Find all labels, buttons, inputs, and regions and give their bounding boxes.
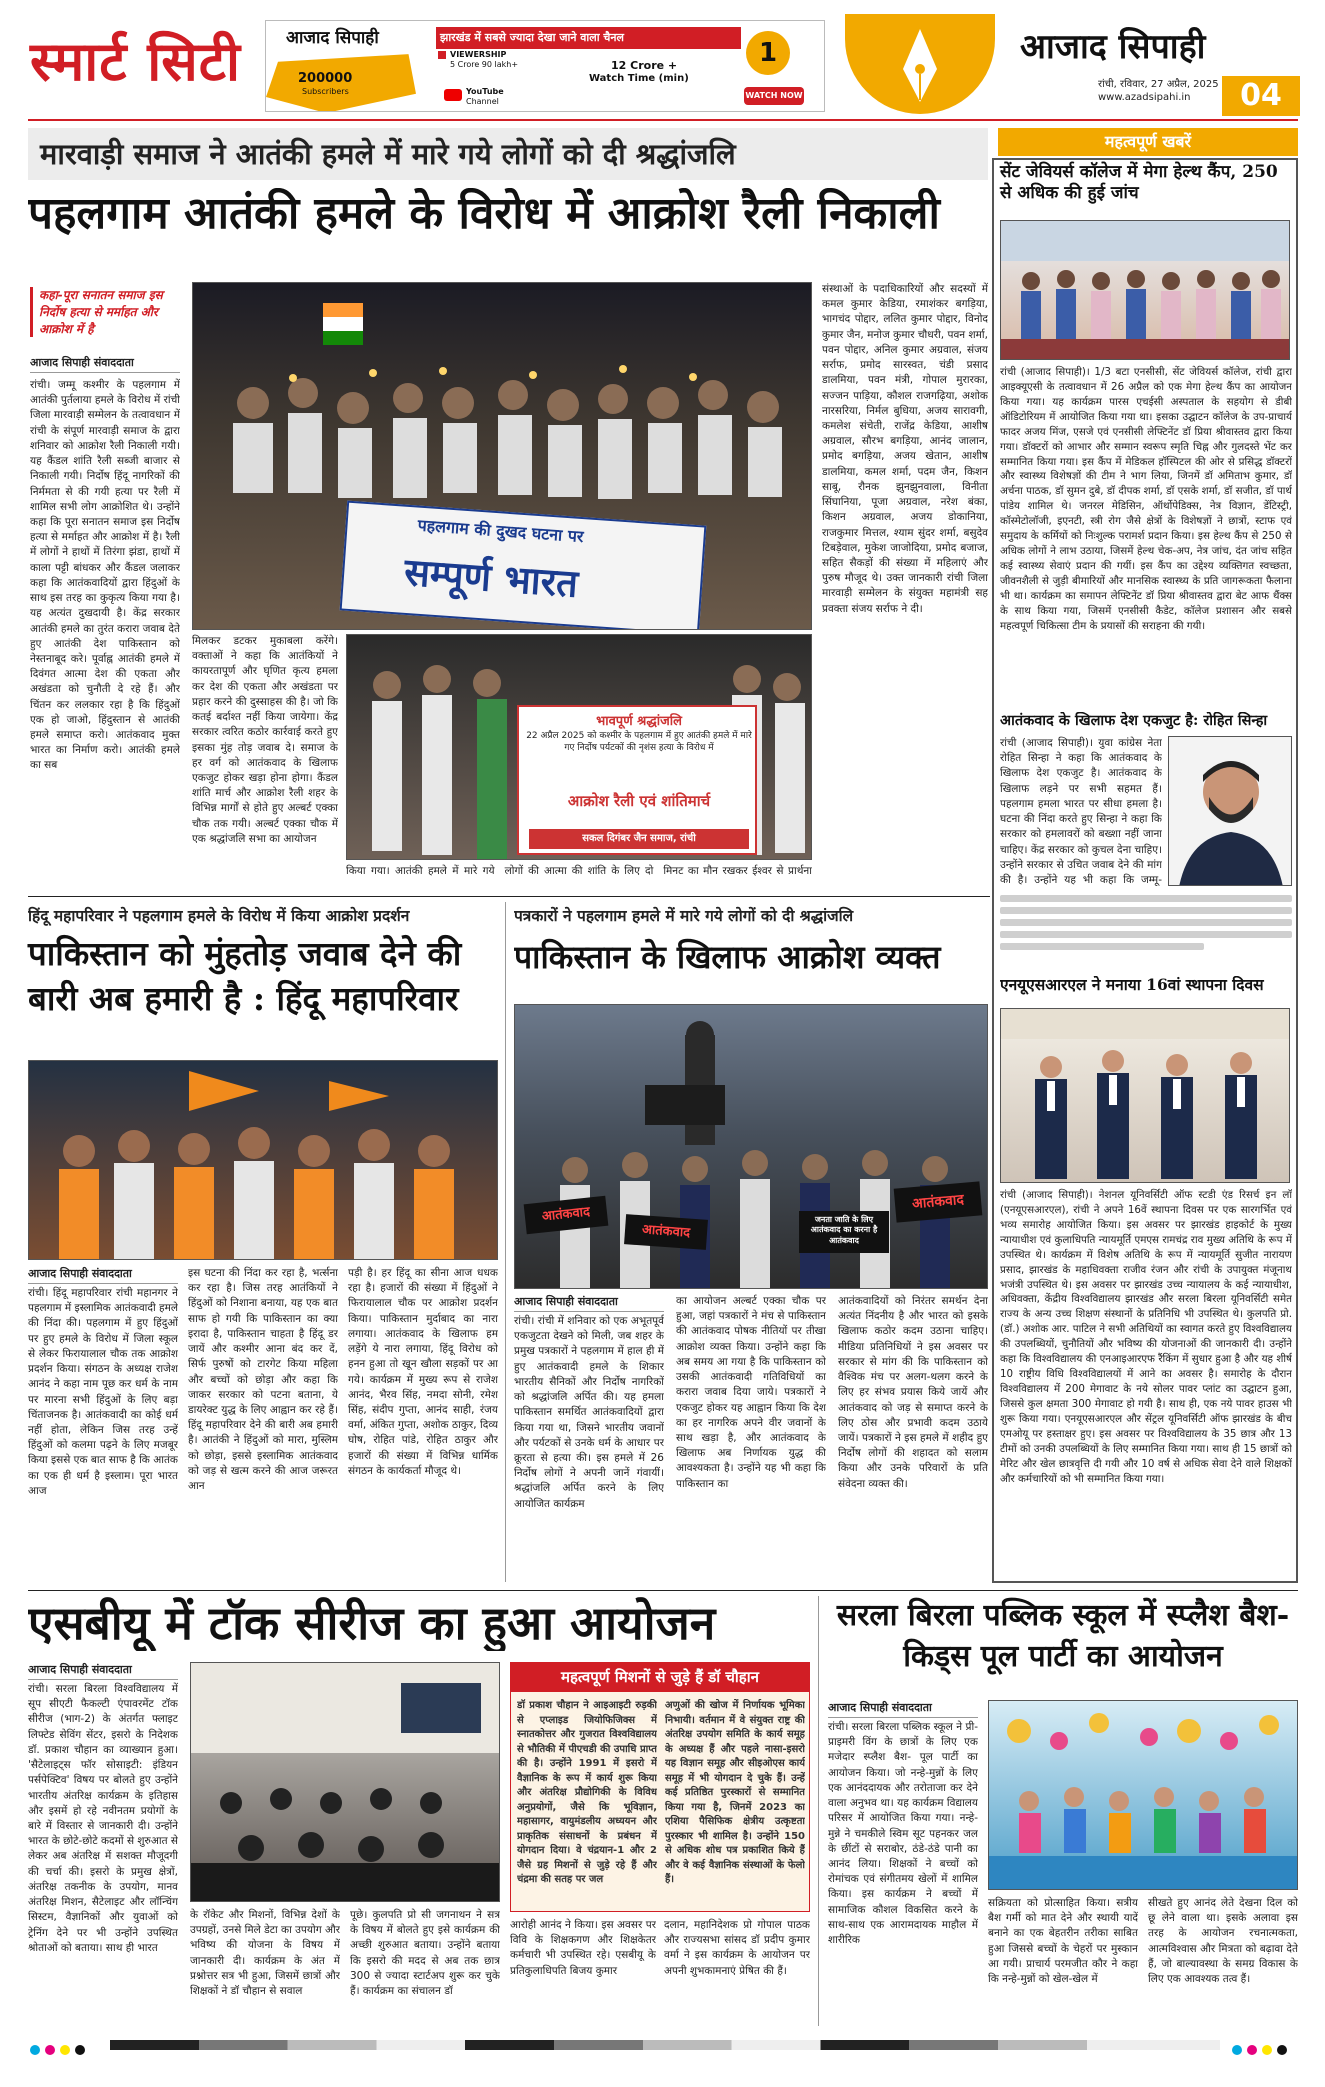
midleft-kicker: हिंदू महापरिवार ने पहलगाम हमले के विरोध में किया आक्रोश प्रदर्शन [28, 906, 410, 925]
placard-1: आतंकवाद [524, 1196, 609, 1234]
no1-badge [746, 31, 790, 75]
midright-col1: रांची। रांची में शनिवार को एक अभूतपूर्व एकजुटता देखने को मिली, जब शहर के प्रमुख पत्रकारों ने पहलगाम में हाल ही में हुए आतंकवादी हमले के शिकार भारतीय सैनिकों और निर्दोष नागरिकों को श्रद्धांजलि अर्पित की। यह हमला पाकिस्तान समर्थित आतंकवादियों द्वारा किया गया था, जिसने भारतीय जवानों और पर्यटकों से उनके धर्म के आधार पर क्रूरता से हत्या की। इस हमले में 26 निर्दोष लोगों ने अपनी जानें गंवायीं। श्रद्धांजलि अर्पित करने के लिए आयोजित कार्यक्रम [514, 1315, 664, 1510]
sidebar-story2-text-a [1000, 736, 1162, 886]
pool-party-illustration [989, 1701, 1298, 1890]
midleft-byline: आजाद सिपाही संवाददाता [28, 1266, 178, 1284]
rohit-sinha-photo [1168, 736, 1292, 886]
midleft-col1: रांची। हिंदू महापरिवार रांची महानगर ने पहलगाम में इस्लामिक आतंकवादी हमले की निंदा की। पहलगाम में हुए हिंदुओं पर हुए हमले के विरोध में जिला स्कूल से लेकर फिरायालाल चौक तक आक्रोश प्रदर्शन किया। संगठन के अध्यक्ष राजेश आनंद ने कहा नाम पूछ कर धर्म के नाम पर मारना सभी हिंदुओं के लिए बड़ा चिंताजनक है। आतंकवादी का कोई धर्म नहीं होता, लेकिन जिस तरह उन्हें हिंदुओं को कलमा पढ़ने के लिए मजबूर किया इससे एक बात साफ है कि आतंक का एक ही धर्म है इस्लाम। पूरा भारत आज [28, 1287, 178, 1497]
journalists-photo [514, 1004, 988, 1289]
midleft-headline: पाकिस्तान को मुंहतोड़ जवाब देने की बारी अब हमारी है : हिंदू महापरिवार [28, 934, 462, 1018]
mid-divider [505, 902, 506, 1582]
sidebar-story2-text: रांची (आजाद सिपाही)। युवा कांग्रेस नेता रोहित सिन्हा ने कहा कि आतंकवाद के खिलाफ देश एकजुट है। आतंकवाद के खिलाफ लड़ने पर सभी सहमत हैं। पहलगाम हमला भारत पर सीधा हमला है। घटना की निंदा करते हुए सिन्हा ने कहा कि सरकार को हमलावरों को बख्शा नहीं जाना चाहिए। केंद्र सरकार को कुचल देना चाहिए। उन्होंने सरकार से उचित जवाब देने की मांग की है। उन्होंने यह भी कहा कि जम्मू- [1000, 737, 1162, 886]
ad-channel: Channel [466, 97, 499, 106]
sidebar-story3-text: रांची (आजाद सिपाही)। नेशनल यूनिवर्सिटी ऑफ स्टडी एंड रिसर्च इन लॉ (एनयूएसआरएल), रांची ने अपने 16वें स्थापना दिवस पर एक सारगर्भित एवं भव्य समारोह आयोजित किया। इस अवसर पर झारखंड हाइकोर्ट के मुख्य न्यायाधीश एवं कुलाधिपति न्यायमूर्ति एमएस रामचंद्र राव मुख्य अतिथि के रूप में उपस्थित थे। कार्यक्रम में विशेष अतिथि के रूप में न्यायमूर्ति सुजीत नारायण प्रसाद, झारखंड के महाधिवक्ता राजीव रंजन और रांची के उपायुक्त मंजूनाथ भजंत्री उपस्थित थे। इस अवसर पर झारखंड उच्च न्यायालय के कई न्यायाधीश, अधिवक्ता, केंद्रीय विश्वविद्यालय झारखंड और सरला बिरला यूनिवर्सिटी समेत राज्य के अन्य उच्च शिक्षण संस्थानों के प्रतिनिधि भी उपस्थित थे। कुलपति प्रो. (डॉ.) अशोक आर. पाटिल ने सभी अतिथियों का स्वागत करते हुए विश्वविद्यालय की उपलब्धियों, चुनौतियों और भविष्य की योजनाओं की जानकारी दी। उन्होंने कहा कि विश्वविद्यालय की एनआइआरएफ रैंकिंग में सुधार हुआ है और यह शीर्ष 10 राष्ट्रीय विधि विश्वविद्यालयों में आने का अवसर है। समारोह के दौरान विश्वविद्यालय में 200 मेगावाट के नये सोलर पावर प्लांट का उद्घाटन हुआ, जिससे कुल क्षमता 300 मेगावाट हो गयी है। साथ ही, एक नये पावर हाउस भी शुरू किया गया। एनयूएसआरएल और सेंट्रल यूनिवर्सिटी ऑफ झारखंड के बीच एमओयू पर हस्ताक्षर हुए। इस अवसर पर विश्वविद्यालय के 35 छात्र और 13 टीमों को उनकी उपलब्धियों के लिए सम्मानित किया गया। साथ ही 15 छात्रों को मेरिट और खेल छात्रवृत्ति दी गयी और 10 वर्ष से अधिक सेवा देने वाले शिक्षकों और कर्मचारियों को भी सम्मानित किया गया। [1000, 1189, 1292, 1485]
footer-gradient-bar [110, 2040, 1220, 2050]
placard-3: आतंकवाद [894, 1181, 983, 1222]
ad-viewership-label: VIEWERSHIP [450, 50, 507, 59]
hindu-mahaparivar-photo [28, 1060, 498, 1260]
placard-4: जनता जाति के लिए आतंकवाद का करना है आतंकवाद [799, 1211, 889, 1253]
bottomright-col3: सीखते हुए आनंद लेते देखना दिल को छू लेने वाला था। इसके अलावा इस तरह के आयोजन रचनात्मकता, आत्मविश्वास और मित्रता को बढ़ावा देते हैं, जो बाल्यावस्था के समग्र विकास के लिए एक आवश्यक तत्व हैं। [1148, 1897, 1298, 1986]
health-camp-photo [1000, 220, 1290, 360]
sidebar-header: महत्वपूर्ण खबरें [998, 128, 1298, 156]
ad-tagline: झारखंड में सबसे ज्यादा देखा जाने वाला चैनल [436, 27, 741, 49]
midright-kicker: पत्रकारों ने पहलगाम हमले में मारे गये लोगों को दी श्रद्धांजलि [514, 906, 854, 925]
portrait-illustration [1169, 737, 1292, 886]
dateline: रांची, रविवार, 27 अप्रैल, 2025 [1098, 79, 1219, 90]
top-kicker: मारवाड़ी समाज ने आतंकी हमले में मारे गये लोगों को दी श्रद्धांजलि [28, 128, 988, 180]
nusrl-photo [1000, 1008, 1290, 1183]
page-number: 04 [1222, 76, 1300, 116]
chauhan-box-col1: डॉ प्रकाश चौहान ने आइआइटी रुड़की से एप्लाइड जियोफिजिक्स में स्नातकोत्तर और गुजरात विश्वविद्यालय से भौतिकी में पीएचडी की उपाधि प्राप्त की है। उन्होंने 1991 में इसरो में वैज्ञानिक के रूप में कार्य शुरू किया और अंतरिक्ष प्रौद्योगिकी के विविध अनुप्रयोगों, जैसे कि भूविज्ञान, महासागर, वायुमंडलीय अध्ययन और प्राकृतिक संसाधनों के प्रबंधन में योगदान दिया। वे चंद्रयान-1 और 2 जैसे ग्रह मिशनों से जुड़े रहे हैं और चंद्रमा की सतह पर जल [517, 1700, 657, 1885]
ad-watch-label: Watch Time (min) [589, 73, 689, 84]
placard-2: आतंकवाद [624, 1214, 708, 1250]
midright-byline: आजाद सिपाही संवाददाता [514, 1294, 664, 1312]
bottomright-byline: आजाद सिपाही संवाददाता [828, 1700, 978, 1718]
nusrl-illustration [1001, 1009, 1290, 1183]
bottomleft-headline: एसबीयू में टॉक सीरीज का हुआ आयोजन [28, 1596, 716, 1650]
masthead [0, 0, 1325, 118]
website[interactable]: www.azadsipahi.in [1098, 92, 1191, 103]
midright-col2: का आयोजन अल्बर्ट एक्का चौक पर हुआ, जहां पत्रकारों ने मंच से पाकिस्तान की आतंकवाद पोषक नीतियों पर तीखा आक्रोश व्यक्त किया। उन्होंने कहा कि अब समय आ गया है कि पाकिस्तान को उसकी आतंकवादी गतिविधियों का करारा जवाब दिया जाये। पत्रकारों ने एकजुट होकर यह आह्वान किया कि देश का हर नागरिक अपने वीर जवानों के साथ खड़ा है, और आतंकवाद के खिलाफ अब निर्णायक युद्ध की आवश्यकता है। उन्होंने यह भी कहा कि पाकिस्तान का [676, 1295, 826, 1490]
auditorium-illustration [191, 1663, 500, 1902]
pen-nib-icon [845, 14, 995, 114]
talk-series-photo [190, 1662, 500, 1902]
sidebar-story2-title: आतंकवाद के खिलाफ देश एकजुट है: रोहित सिन्हा [1000, 712, 1268, 729]
top-headline: पहलगाम आतंकी हमले के विरोध में आक्रोश रैली निकाली [28, 188, 940, 239]
protest-illustration [29, 1061, 498, 1260]
banner1-text: सम्पूर्ण भारत [402, 549, 580, 606]
masthead-rule [28, 119, 1298, 121]
top-col3: किया गया। आतंकी हमले में मारे गये लोगों की आत्मा की शांति के लिए दो मिनट का मौन रखकर ईश्वर से प्रार्थना [346, 865, 812, 877]
bottomleft-foot1: आरोही आनंद ने किया। इस अवसर पर विवि के शिक्षकगण और शिक्षकेतर कर्मचारी भी उपस्थित रहे। एसबीयू के प्रतिकुलाधिपति बिजय कुमार [510, 1919, 656, 1977]
sidebar-story2-continued [1000, 890, 1292, 970]
rally-banner-2 [517, 705, 757, 855]
top-bottom-rule [28, 896, 990, 897]
midright-col3: आतंकवादियों को निरंतर समर्थन देना अत्यंत निंदनीय है और भारत को इसके खिलाफ कठोर कदम उठाना चाहिए। मीडिया प्रतिनिधियों ने इस अवसर पर सरकार से मांग की कि पाकिस्तान को वैश्विक मंच पर अलग-थलग करने के लिए हर संभव प्रयास किये जायें और आतंकवाद को जड़ से समाप्त करने के लिए ठोस और प्रभावी कदम उठाये जायें। पत्रकारों ने इस हमले में शहीद हुए निर्दोष लोगों की शहादत को सलाम किया और उनके परिवारों के प्रति संवेदना व्यक्त की। [838, 1295, 988, 1490]
ad-subs-label: Subscribers [302, 87, 349, 96]
top-col1: रांची। जम्मू कश्मीर के पहलगाम में आतंकी पुर्तलाया हमले के विरोध में रांची जिला मारवाड़ी सम्मेलन के तत्वावधान में रांची के संपूर्ण मारवाड़ी समाज के द्वारा शनिवार को आक्रोश रैली निकाली गयी। यह कैंडल शांति रैली सब्जी बाजार से निकाली गयी। निर्दोष हिंदू नागरिकों की निर्ममता से की गयी हत्या पर रैली में शामिल सभी लोग आक्रोशित थे। उन्होंने कहा कि पूरा सनातन समाज इस निर्दोष हत्या से मर्माहत और आक्रोश में है। रैली में लोगों ने हाथों में तिरंगा झंडा, हाथों में काला पट्टी बांधकर और कैंडल जलाकर कहा कि आतंकवादियों द्वारा हिंदुओं के साथ इस तरह का कुकृत्य किया गया है। यह अत्यंत दुखदायी है। केंद्र सरकार आतंकी हमले का तुरंत करारा जवाब देते हुए आतंकी देश पाकिस्तान को नेस्तनाबूद करे। पूर्वाह्न आतंकी हमले में दिवंगत आत्मा देश की एकता और अखंडता को चुनौती दे रहे हैं। और चिंतन कर ललकार रहा है कि हिंदुओं एक हो जाओ, हिंदुस्तान से आतंकी हमले समाप्त करो। आतंकवाद मुक्त भारत का निर्माण करो। आतंकी हमले का सब [30, 379, 180, 772]
sidebar-story1-title: सेंट जेवियर्स कॉलेज में मेगा हेल्थ कैंप, 250 से अधिक की हुई जांच [1000, 162, 1278, 204]
midright-headline: पाकिस्तान के खिलाफ आक्रोश व्यक्त [514, 938, 941, 976]
banner2-top: भावपूर्ण श्रद्धांजलि [596, 714, 682, 729]
ad-watch: 12 Crore + [611, 59, 678, 72]
chauhan-box-title: महत्वपूर्ण मिशनों से जुड़े हैं डॉ चौहान [510, 1662, 810, 1692]
pen-logo [845, 14, 995, 114]
chauhan-box [510, 1662, 810, 1912]
bottomleft-col3: पूछे। कुलपति प्रो सी जगनाथन ने सत्र के विषय में बोलते हुए इसे कार्यक्रम की अच्छी शुरुआत बताया। उन्होंने बताया कि इसरो की मदद से अब तक छात्र 300 से ज्यादा स्टार्टअप शुरू कर चुके हैं। कार्यक्रम का संचालन डॉ [350, 1909, 500, 1998]
bottomleft-foot2: दलान, महानिदेशक प्रो गोपाल पाठक और राज्यसभा सांसद डॉ प्रदीप कुमार वर्मा ने इस कार्यक्रम के आयोजन पर अपनी शुभकामनाएं प्रेषित की हैं। [664, 1919, 810, 1977]
top-col4: संस्थाओं के पदाधिकारियों और सदस्यों में कमल कुमार केडिया, रमाशंकर बगड़िया, भागचंद पोद्दार, ललित कुमार पोद्दार, विनोद कुमार जैन, मनोज कुमार चौधरी, पवन शर्मा, पवन पोद्दार, अनिल कुमार अग्रवाल, संजय सर्राफ, प्रमोद सारस्वत, चंडी प्रसाद डालमिया, पवन मंत्री, गोपाल मुरारका, सज्जन पाड़िया, कौशल राजगढ़िया, अशोक नारसरिया, निर्मल बुधिया, अजय सारावगी, कमलेश संचेती, राजेंद्र केडिया, आशीष अग्रवाल, सौरभ बगड़िया, आनंद जालान, प्रमोद बगड़िया, अजय खेतान, आशीष डालमिया, कमल शर्मा, पदम जैन, किशन साबू, रौनक झुनझुनवाला, विनीता सिंघानिया, पूजा अग्रवाल, नरेश बंका, किशन अग्रवाल, अजय डोकानिया, राजकुमार मित्तल, श्याम सुंदर शर्मा, बसुदेव टिबड़ेवाल, मुकेश जाजोदिया, प्रमोद बजाज, सहित सैकड़ों की संख्या में महिलाएं और पुरुष मौजूद थे। उक्त जानकारी रांची जिला मारवाड़ी सम्मेलन के संयुक्त महामंत्री सह प्रवक्ता संजय सर्राफ ने दी। [822, 283, 988, 615]
rally-photo-2 [346, 634, 812, 860]
ad-subs: 200000 [298, 71, 353, 86]
bottom-divider [818, 1596, 819, 2026]
banner2-mid: 22 अप्रैल 2025 को कश्मीर के पहलगाम में हुए आतंकी हमले में मारे गए निर्दोष पर्यटकों की नृशंस हत्या के विरोध में [526, 731, 752, 753]
registration-dots-right [1232, 2040, 1292, 2059]
no1-text: 1 [758, 38, 778, 68]
banner1-small-text: पहलगाम की दुखद घटना पर [417, 515, 585, 547]
ad-youtube: YouTube [466, 87, 504, 96]
rally-photo-1 [192, 282, 812, 630]
journalists-illustration [515, 1005, 988, 1289]
ad-watch-now[interactable]: WATCH NOW [744, 87, 804, 105]
chauhan-box-col2: अणुओं की खोज में निर्णायक भूमिका निभायी। वर्तमान में वे संयुक्त राष्ट्र की अंतरिक्ष उपयोग समिति के कार्य समूह के अध्यक्ष हैं और पहले नासा-इसरो यह विज्ञान समूह और सीइओएस कार्य समूह में भी योगदान दे चुके हैं। उन्हें कई प्रतिष्ठित पुरस्कारों से सम्मानित किया गया है, जिनमें 2023 का एशिया पैसिफिक क्षेत्रीय उत्कृष्टता पुरस्कार भी शामिल है। उन्होंने 150 से अधिक शोध पत्र प्रकाशित किये हैं और वे कई वैज्ञानिक संस्थाओं के फेलो हैं। [665, 1700, 805, 1885]
registration-dots-left [30, 2040, 90, 2059]
bottomright-col1: रांची। सरला बिरला पब्लिक स्कूल ने प्री-प्राइमरी विंग के छात्रों के लिए एक मजेदार स्प्लैश बैश- पूल पार्टी का आयोजन किया। जो नन्हे-मुन्नों के लिए एक आनंददायक और तरोताजा कर देने वाला अनुभव था। यह कार्यक्रम विद्यालय परिसर में आयोजित किया गया। नन्हे-मुन्ने ने चमकीले स्विम सूट पहनकर जल के छींटों से सराबोर, ठंडे-ठंडे पानी का आनंद लिया। शिक्षकों ने बच्चों को रोमांचक एवं संगीतमय खेलों में शामिल किया। इस कार्यक्रम ने बच्चों में सामाजिक कौशल विकसित करने के साथ-साथ एक आरामदायक माहौल में शारीरिक [828, 1721, 978, 1947]
midleft-col3: पड़ी है। हर हिंदू का सीना आज धधक रहा है। हजारों की संख्या में हिंदुओं ने फिरायालाल चौक पर आक्रोश प्रदर्शन किया। पाकिस्तान मुर्दाबाद का नारा लगाया। आतंकवाद के खिलाफ हम लड़ेंगे ये नारा लगाया, हिंदू विरोध को हनन हुआ तो खून खौला सड़कों पर आ गये। कार्यक्रम में मुख्य रूप से राजेश आनंद, भैरव सिंह, नमदा सोनी, रमेश सिंह, संदीप गुप्ता, आनंद साही, रंजय वर्मा, अंकित गुप्ता, अशोक ठाकुर, दिव्य घोष, रोहित पांडे, रोहित ठाकुर और हजारों की संख्या में विभिन्न धार्मिक संगठन के कार्यकर्ता मौजूद थे। [348, 1267, 498, 1477]
bottomleft-col1: रांची। सरला बिरला विश्वविद्यालय में सूप सीएटी फैकल्टी एंपावरमेंट टॉक सीरीज (भाग-2) के अंतर्गत फ्लाइट लिफ्टेड सेविंग सेंटर, इसरो के निदेशक डॉ. प्रकाश चौहान का व्याख्यान हुआ। 'सैटेलाइट्स फॉर सोसाइटी: इंडियन पर्सपेक्टिव' विषय पर बोलते हुए उन्होंने भारतीय अंतरिक्ष कार्यक्रम के इतिहास और इसमें हो रहे नवीनतम प्रयोगों के बारे में विस्तार से जानकारी दी। उन्होंने भारत के छोटे-छोटे कदमों से शुरुआत से लेकर अब अंतरिक्ष में सशक्त मौजूदगी की चर्चा की। इसरो के प्रमुख क्षेत्रों, अंतरिक्ष तकनीक के उपयोग, मानव अंतरिक्ष मिशन, सैटेलाइट और लॉन्चिंग सिस्टम, वैज्ञानिकों और युवाओं को ट्रेनिंग देने पर भी उन्होंने उपस्थित श्रोताओं को बताया। साथ ही भारत [28, 1683, 178, 1954]
ad-brand: आजाद सिपाही [286, 28, 379, 48]
ad-viewership: 5 Crore 90 lakh+ [450, 60, 519, 69]
paper-name: आजाद सिपाही [1020, 27, 1206, 67]
midleft-col2: इस घटना की निंदा कर रहा है, भर्त्सना कर रहा है। जिस तरह आतंकियों ने हिंदुओं को निशाना बनाया, यह एक बात साफ हो गयी कि पाकिस्तान का क्या इरादा है, पाकिस्तान चाहता है हिंदू डर जायें और कश्मीर आना बंद कर दें, सिर्फ पुरुषों को टारगेट किया महिला और बच्चों को छोड़ा और कहा कि जाकर सरकार को पटना बताना, ये डायरेक्ट युद्ध के लिए आह्वान कर रहे हैं। हिंदू महापरिवार देने की बारी अब हमारी है। आतंकी ने हिंदुओं को मारा, मुस्लिम को छोड़ा, इससे इस्लामिक आतंकवाद को जड़ से खत्म करने की आज जरूरत आन [188, 1267, 338, 1493]
top-col2: मिलकर डटकर मुकाबला करेंगे। वक्ताओं ने कहा कि आतंकियों ने कायरतापूर्ण और घृणित कृत्य हमला कर देश की एकता और अखंडता पर प्रहार करने की दुस्साहस की है। जो कि कतई बर्दाश्त नहीं किया जायेगा। केंद्र सरकार त्वरित कठोर कार्रवाई करते हुए इसका मुंह तोड़ जवाब दे। समाज के हर वर्ग को आतंकवाद के खिलाफ एकजुट होकर खड़ा होना होगा। कैंडल शांति मार्च और आक्रोश रैली शहर के विभिन्न मार्गों से होते हुए अल्बर्ट एक्का चौक तक गयी। अल्बर्ट एक्का चौक में एक श्रद्धांजलि सभा का आयोजन [192, 635, 338, 845]
bottomleft-byline: आजाद सिपाही संवाददाता [28, 1662, 178, 1680]
bottomright-col2: सक्रियता को प्रोत्साहित किया। सत्रीय बैश गर्मी को मात देने और स्थायी यादें बनाने का एक बेहतरीन तरीका साबित हुआ जिससे बच्चों के चेहरों पर मुस्कान आ गयी। प्राचार्य परमजीत कौर ने कहा कि नन्हे-मुन्नों को खेल-खेल में [988, 1897, 1138, 1986]
sidebar-story1-text: रांची (आजाद सिपाही)। 1/3 बटा एनसीसी, सेंट जेवियर्स कॉलेज, रांची द्वारा आइक्यूएसी के तत्वावधान में 26 अप्रैल को एक मेगा हेल्थ कैंप का आयोजन किया गया। यह कार्यक्रम पारस एचईसी अस्पताल के सहयोग से डीबी ऑडिटोरियम में आयोजित किया गया था। इसका उद्घाटन कॉलेज के उप-प्राचार्य फादर अजय मिंज, एसजे एवं एनसीसी लेफ्टिनेंट डॉ प्रिया श्रीवास्तव द्वारा किया गया। डॉक्टरों को आभार और सम्मान स्वरूप स्मृति चिह्न और गुलदस्ते भेंट कर सम्मानित किया गया। इस कैंप में मेडिकल हॉस्पिटल की ओर से प्रसिद्ध डॉक्टरों और स्वास्थ्य विशेषज्ञों की टीम ने भाग लिया, जिनमें डॉ अमिताभ कुमार, डॉ अर्चना पाठक, डॉ सुमन दुबे, डॉ दीपक शर्मा, डॉ एसके शर्मा, डॉ सजीत, डॉ पार्थ पांडेय शामिल थे। जनरल मेडिसिन, ऑर्थोपेडिक्स, नेत्र विज्ञान, डेंटिस्ट्री, कॉस्मेटोलॉजी, इएनटी, स्त्री रोग जैसे क्षेत्रों के विशेषज्ञों ने छात्रों, स्टाफ एवं समुदाय के कर्मियों को निःशुल्क परामर्श प्रदान किया। इस हेल्थ कैंप से 250 से अधिक लोगों ने लाभ उठाया, जिसमें हेल्थ चेक-अप, नेत्र जांच, दंत जांच सहित कई स्वास्थ्य सेवाएं प्रदान की गयीं। इस कैंप का उद्देश्य व्यक्तिगत स्वच्छता, जीवनशैली से जुड़ी बीमारियों और मानसिक स्वास्थ्य के प्रति जागरूकता फैलाना भी था। कार्यक्रम का समापन लेफ्टिनेंट डॉ प्रिया श्रीवास्तव द्वारा बेट आफ थैंक्स के साथ किया गया, जिसमें एनसीसी कैडेट, कॉलेज प्रशासन और सबसे महत्वपूर्ण चिकित्सा टीम के प्रयासों की सराहना की गयी। [1000, 366, 1292, 632]
youtube-icon [444, 89, 462, 101]
top-byline: आजाद सिपाही संवाददाता [30, 355, 180, 373]
banner2-main: आक्रोश रैली एवं शांतिमार्च [567, 792, 711, 810]
sidebar-story3-title: एनयूएसआरएल ने मनाया 16वां स्थापना दिवस [1000, 976, 1264, 994]
channel-ad[interactable] [265, 20, 825, 112]
health-camp-illustration [1001, 221, 1290, 360]
bottom-rule [28, 1590, 1298, 1591]
bottomleft-col2: के रॉकेट और मिशनों, विभिन्न देशों के उपग्रहों, उनसे मिले डेटा का उपयोग और भविष्य की योजना के विषय में जानकारी दी। कार्यक्रम के अंत में प्रश्नोत्तर सत्र भी हुआ, जिसमें छात्रों और शिक्षकों ने डॉ चौहान से सवाल [190, 1909, 340, 1998]
pool-party-photo [988, 1700, 1298, 1890]
viewership-icon [438, 51, 446, 59]
top-quote: कहा-पूरा सनातन समाज इस निर्दोष हत्या से मर्माहत और आक्रोश में है [30, 287, 180, 337]
section-title: स्मार्ट सिटी [30, 29, 241, 93]
bottomright-headline: सरला बिरला पब्लिक स्कूल में स्प्लैश बैश-किड्स पूल पार्टी का आयोजन [836, 1598, 1290, 1674]
banner2-foot: सकल दिगंबर जैन समाज, रांची [529, 829, 749, 849]
